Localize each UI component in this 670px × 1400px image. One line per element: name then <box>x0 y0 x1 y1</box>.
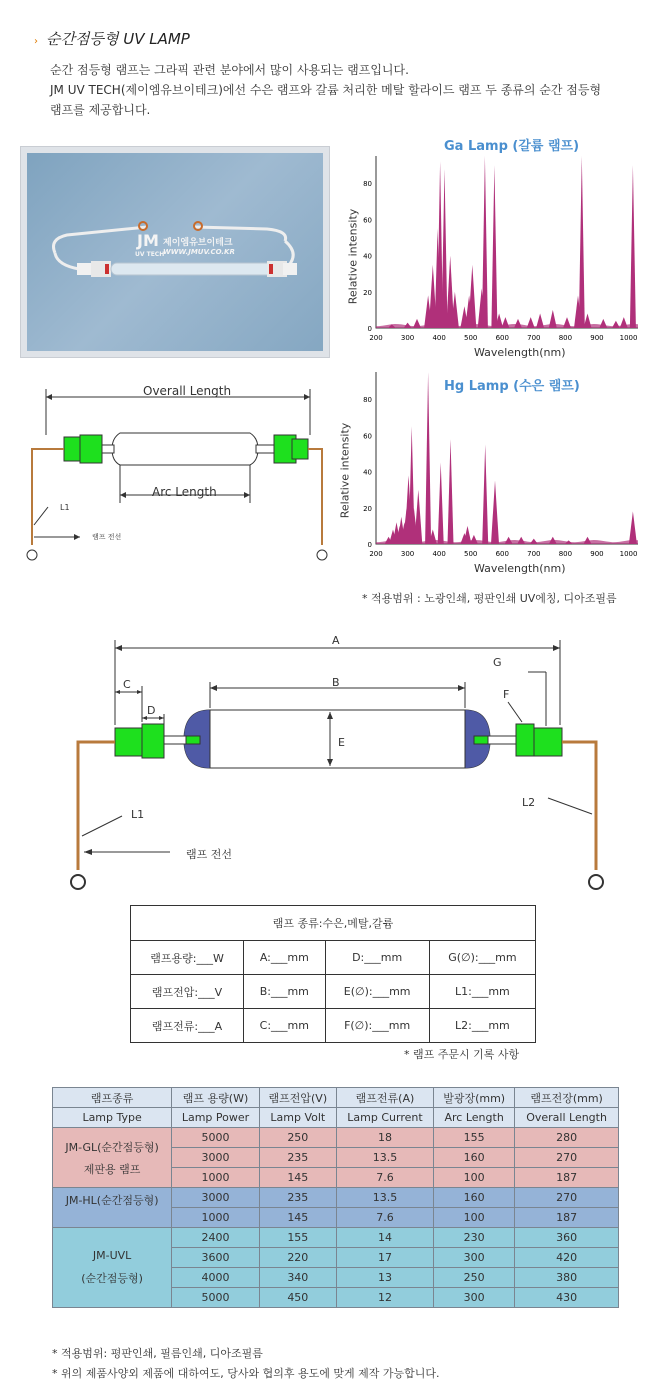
table-cell: 100 <box>434 1208 515 1228</box>
table-cell: 235 <box>259 1148 336 1168</box>
ga-chart-peak <box>584 314 592 329</box>
ga-chart-peak <box>501 317 509 328</box>
right-terminal <box>317 550 327 560</box>
left-terminal-large <box>71 875 85 889</box>
bullet-icon: › <box>34 36 38 47</box>
table-cell: 7.6 <box>336 1168 433 1188</box>
dim-e-label: E <box>338 736 345 749</box>
table-cell: 3000 <box>172 1188 260 1208</box>
chart-note: * 적용범위 : 노광인쇄, 평판인쇄 UV에칭, 디아조필름 <box>362 592 617 605</box>
spec-cell: C:___mm <box>244 1009 325 1043</box>
spec-cell: L2:___mm <box>429 1009 535 1043</box>
table-cell: 380 <box>515 1268 619 1288</box>
table-cell: 14 <box>336 1228 433 1248</box>
l1-label-small: L1 <box>60 503 70 512</box>
ga-chart-title: Ga Lamp (갈륨 램프) <box>444 139 580 154</box>
dim-c-label: C <box>123 678 131 691</box>
table-cell: 187 <box>515 1208 619 1228</box>
table-cell: 3600 <box>172 1248 260 1268</box>
spec-cell: A:___mm <box>244 941 325 975</box>
table-row <box>131 975 536 1009</box>
column-header: 램프전장(mm) <box>515 1088 619 1108</box>
ga-chart-peak <box>620 317 628 328</box>
spec-note: * 램프 주문시 기록 사항 <box>404 1048 520 1061</box>
table-cell: 145 <box>259 1168 336 1188</box>
table-row <box>131 941 536 975</box>
table-cell: 270 <box>515 1188 619 1208</box>
hg-chart-peak <box>414 490 422 544</box>
table-cell: 300 <box>434 1288 515 1308</box>
intro-line-3: 램프를 제공합니다. <box>50 103 151 117</box>
lamp-type-name: 제판용 램프 <box>83 1162 141 1176</box>
ga-chart-x-tick: 700 <box>527 334 541 342</box>
lamp-dimension-diagram-small <box>20 375 340 575</box>
ga-chart-peak <box>579 156 585 328</box>
hg-chart-y-tick: 80 <box>363 396 372 405</box>
ga-chart-ylabel: Relative intensity <box>346 208 360 305</box>
table-header-row <box>53 1088 619 1108</box>
ga-chart-peak <box>612 321 620 328</box>
photo-brand: 제이엠유브이테크 <box>163 238 233 248</box>
table-cell: 250 <box>259 1128 336 1148</box>
ga-chart-peak <box>468 265 476 328</box>
ga-chart-y-tick: 60 <box>363 216 372 225</box>
dim-d-label: D <box>147 704 156 717</box>
table-cell: 280 <box>515 1128 619 1148</box>
ga-chart-x-tick: 1000 <box>619 334 638 342</box>
left-wire-large <box>78 742 115 870</box>
hg-chart-y-tick: 20 <box>363 504 372 513</box>
product-table <box>52 1087 619 1308</box>
hg-chart-x-tick: 700 <box>527 550 541 558</box>
table-cell: 235 <box>259 1188 336 1208</box>
ga-chart-xlabel: Wavelength(nm) <box>474 346 566 359</box>
wire-label-large: 램프 전선 <box>186 848 233 861</box>
spec-cell: 램프용량:___W <box>131 941 244 975</box>
column-header-en: Lamp Current <box>336 1108 433 1128</box>
column-header: 램프전류(A) <box>336 1088 433 1108</box>
table-cell: 13.5 <box>336 1148 433 1168</box>
intro-line-1: 순간 점등형 램프는 그라픽 관련 분야에서 많이 사용되는 램프입니다. <box>50 63 409 77</box>
lamp-photo <box>20 146 330 358</box>
hg-chart-peak <box>448 439 454 544</box>
table-cell: 1000 <box>172 1168 260 1188</box>
hg-chart-peak <box>482 444 488 544</box>
table-cell: 187 <box>515 1168 619 1188</box>
table-cell: 360 <box>515 1228 619 1248</box>
lamp-type-name: JM-UVL <box>92 1249 132 1262</box>
photo-logo-sub: UV TECH <box>135 251 165 258</box>
l2-label: L2 <box>522 796 536 809</box>
ga-chart-x-tick: 400 <box>432 334 446 342</box>
dim-b-label: B <box>332 676 340 689</box>
hg-chart-xlabel: Wavelength(nm) <box>474 562 566 575</box>
lamp-type-name: JM-GL(순간점등형) <box>65 1140 159 1154</box>
hg-chart <box>338 366 648 576</box>
photo-logo: JM <box>137 231 159 250</box>
table-cell: 145 <box>259 1208 336 1228</box>
spec-cell: F(∅):___mm <box>325 1009 429 1043</box>
right-wire-large <box>562 742 596 870</box>
table-cell: 160 <box>434 1188 515 1208</box>
left-terminal <box>27 550 37 560</box>
table-cell: 100 <box>434 1168 515 1188</box>
table-cell: 13 <box>336 1268 433 1288</box>
table-cell: 430 <box>515 1288 619 1308</box>
column-header-en: Lamp Type <box>53 1108 172 1128</box>
table-cell: 270 <box>515 1148 619 1168</box>
ga-chart-peak <box>563 317 571 328</box>
ga-chart-peak <box>514 319 522 328</box>
hg-chart-peak <box>470 535 478 544</box>
lamp-dimension-diagram-large <box>60 630 620 900</box>
lamp-photo-background <box>27 153 323 351</box>
table-row <box>53 1188 619 1208</box>
photo-url: WWW.JMUV.CO.KR <box>163 248 235 256</box>
ga-chart-y-tick: 40 <box>363 252 372 261</box>
hg-chart-x-tick: 1000 <box>619 550 638 558</box>
ga-chart-x-tick: 500 <box>464 334 478 342</box>
right-cap-large <box>516 724 534 756</box>
right-wire <box>308 449 322 545</box>
table-cell: 420 <box>515 1248 619 1268</box>
hg-chart-x-tick: 300 <box>400 550 415 558</box>
lamp-type-cell <box>53 1188 172 1228</box>
dim-f-label: F <box>503 688 510 701</box>
table-row <box>131 1009 536 1043</box>
ga-chart-y-tick: 0 <box>367 325 372 333</box>
column-header-en: Lamp Power <box>172 1108 260 1128</box>
hg-chart-title: Hg Lamp (수은 램프) <box>444 379 580 394</box>
intro-line-2: JM UV TECH(제이엠유브이테크)에선 수은 램프와 갈륨 처리한 메탈 할라이드 램프 두 종류의 순간 점등형 <box>50 83 602 97</box>
ga-chart-peak <box>549 310 557 328</box>
table-cell: 300 <box>434 1248 515 1268</box>
table-cell: 450 <box>259 1288 336 1308</box>
table-cell: 4000 <box>172 1268 260 1288</box>
spec-cell: G(∅):___mm <box>429 941 535 975</box>
spec-cell: 램프전압:___V <box>131 975 244 1009</box>
hg-chart-axes <box>376 372 638 544</box>
spec-cell: 램프전류:___A <box>131 1009 244 1043</box>
table-cell: 18 <box>336 1128 433 1148</box>
page-title-text: 순간점등형 UV LAMP <box>46 30 190 48</box>
ga-chart-peak <box>413 319 421 328</box>
hg-chart-y-tick: 0 <box>367 541 372 549</box>
footnote-2: * 위의 제품사양외 제품에 대하여도, 당사와 협의후 용도에 맞게 제작 가능합니다. <box>52 1367 440 1380</box>
lamp-type-cell <box>53 1128 172 1188</box>
ga-chart-peak <box>527 317 535 328</box>
table-cell: 340 <box>259 1268 336 1288</box>
lamp-tube <box>112 433 258 465</box>
hg-chart-peak <box>425 372 431 544</box>
lamp-type-name: (순간점등형) <box>81 1272 143 1285</box>
ga-chart-x-tick: 600 <box>495 334 509 342</box>
hg-chart-peak <box>629 511 637 544</box>
table-cell: 1000 <box>172 1208 260 1228</box>
column-header: 램프 용량(W) <box>172 1088 260 1108</box>
hg-chart-x-tick: 600 <box>495 550 509 558</box>
ga-chart-axes <box>376 156 638 328</box>
footnote-1: * 적용범위: 평판인쇄, 필름인쇄, 디아조필름 <box>52 1347 263 1360</box>
table-row <box>53 1228 619 1248</box>
ga-chart-peak <box>491 165 497 328</box>
order-spec-table <box>130 905 536 1043</box>
ga-chart-y-tick: 80 <box>363 180 372 189</box>
spec-cell: E(∅):___mm <box>325 975 429 1009</box>
lamp-type-cell <box>53 1228 172 1308</box>
l1-label: L1 <box>131 808 145 821</box>
ga-chart-peak <box>482 156 488 328</box>
left-cap-large <box>115 728 143 756</box>
hg-chart-peak <box>530 539 538 544</box>
table-cell: 12 <box>336 1288 433 1308</box>
ga-chart-peak <box>599 319 607 328</box>
ga-chart <box>338 150 648 360</box>
ga-chart-x-tick: 300 <box>400 334 415 342</box>
table-cell: 7.6 <box>336 1208 433 1228</box>
hg-chart-x-tick: 400 <box>432 550 446 558</box>
right-terminal-large <box>589 875 603 889</box>
table-row <box>53 1128 619 1148</box>
intro-text <box>50 60 601 120</box>
table-cell: 250 <box>434 1268 515 1288</box>
spec-cell: B:___mm <box>244 975 325 1009</box>
arc-length-label: Arc Length <box>152 485 217 499</box>
spec-cell: L1:___mm <box>429 975 535 1009</box>
ga-chart-peak <box>442 169 448 328</box>
column-header-en: Arc Length <box>434 1108 515 1128</box>
ga-chart-x-tick: 800 <box>558 334 573 342</box>
dim-g-label: G <box>493 656 502 669</box>
table-cell: 155 <box>259 1228 336 1248</box>
spec-cell: D:___mm <box>325 941 429 975</box>
dim-a-label: A <box>332 634 340 647</box>
table-header-row <box>53 1108 619 1128</box>
table-cell: 220 <box>259 1248 336 1268</box>
overall-length-label: Overall Length <box>143 384 232 398</box>
table-cell: 13.5 <box>336 1188 433 1208</box>
column-header: 발광장(mm) <box>434 1088 515 1108</box>
hg-chart-x-tick: 800 <box>558 550 573 558</box>
column-header-en: Lamp Volt <box>259 1108 336 1128</box>
ga-chart-x-tick: 200 <box>369 334 383 342</box>
ga-chart-peak <box>536 314 544 329</box>
spec-header: 램프 종류:수은,메탈,갈륨 <box>131 906 536 941</box>
table-cell: 3000 <box>172 1148 260 1168</box>
ga-chart-peak <box>630 165 636 328</box>
table-cell: 230 <box>434 1228 515 1248</box>
hg-chart-peak <box>438 463 444 545</box>
column-header-en: Overall Length <box>515 1108 619 1128</box>
table-cell: 155 <box>434 1128 515 1148</box>
ga-chart-x-tick: 900 <box>590 334 604 342</box>
table-cell: 5000 <box>172 1288 260 1308</box>
table-cell: 5000 <box>172 1128 260 1148</box>
wire-label-small: 램프 전선 <box>92 533 122 541</box>
hg-chart-ylabel: Relative intensity <box>338 422 352 519</box>
hg-chart-y-tick: 60 <box>363 432 372 441</box>
lamp-type-name: JM-HL(순간점등형) <box>65 1194 159 1207</box>
hg-chart-x-tick: 900 <box>590 550 604 558</box>
column-header: 램프종류 <box>53 1088 172 1108</box>
column-header: 램프전압(V) <box>259 1088 336 1108</box>
hg-chart-x-tick: 500 <box>464 550 478 558</box>
left-wire <box>32 449 64 545</box>
table-cell: 2400 <box>172 1228 260 1248</box>
table-cell: 17 <box>336 1248 433 1268</box>
page-title <box>34 28 190 49</box>
hg-chart-y-tick: 40 <box>363 468 372 477</box>
hg-chart-x-tick: 200 <box>369 550 383 558</box>
lamp-tube-large <box>184 710 490 768</box>
table-cell: 160 <box>434 1148 515 1168</box>
hg-chart-peak <box>491 481 499 544</box>
ga-chart-y-tick: 20 <box>363 288 372 297</box>
